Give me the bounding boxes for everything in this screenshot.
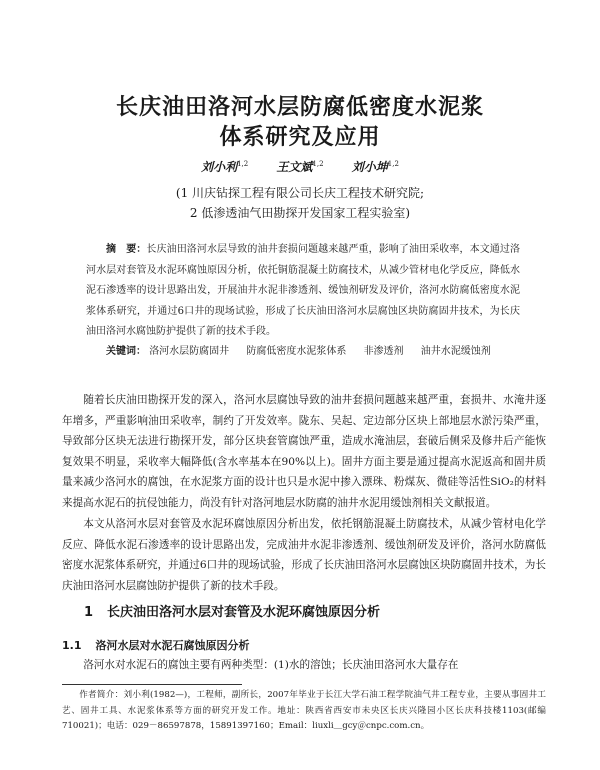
abstract-text: 长庆油田洛河水层导致的油井套损问题越来越严重，影响了油田采收率，本文通过洛河水层对套管及水泥环腐蚀原因分析，依托铜筋混凝土防腐技术，从减少管材电化学反应，降低水泥石渗透率的设计思路出发，开展油井水泥非渗透剂、缓蚀剂研发及评价，洛河水防腐低密度水泥浆体系研究，并通过6口井的现场试验，形成了长庆油田洛河水层腐蚀区块防腐固井技术，为长庆油田洛河水腐蚀防护提供了新的技术手段。 [86, 244, 521, 337]
paper-title-line1: 长庆油田洛河水层防腐低密度水泥浆 [115, 95, 484, 120]
section-heading-1 [84, 601, 380, 620]
subsection-title: 洛河水层对水泥石腐蚀原因分析 [95, 639, 250, 652]
body-paragraph-2: 本文从洛河水层对套管及水泥环腐蚀原因分析出发，依托钢筋混凝土防腐技术，从减少管材电化学反应、降低水泥石渗透率的设计思路出发，完成油井水泥非渗透剂、缓蚀剂研发及评价，洛河水防腐低密度水泥浆体系研究，并通过6口井的现场试验，形成了长庆油田洛河水层腐蚀区块防腐固井技术，为长庆油田洛河水层腐蚀防护提供了新的技术手段。 [62, 518, 546, 592]
affiliation-2: 2 低渗透油气田勘探开发国家工程实验室) [189, 206, 411, 220]
author-list [0, 158, 600, 175]
keyword: 油井水泥缓蚀剂 [420, 346, 491, 357]
abstract-label: 摘 要： [106, 244, 147, 255]
keywords-label: 关键词： [106, 346, 146, 357]
section-title: 长庆油田洛河水层对套管及水泥环腐蚀原因分析 [107, 605, 381, 620]
section-number: 1 [84, 605, 94, 620]
keyword: 非渗透剂 [363, 346, 404, 357]
author-2: 王文斌$^{1,2}$ [276, 160, 324, 174]
subsection-heading-1-1 [62, 637, 250, 653]
author-1: 刘小利$^{1,2}$ [201, 160, 249, 174]
body-paragraph-3: 洛河水对水泥石的腐蚀主要有两种类型：(1)水的溶蚀；长庆油田洛河水大量存在 [83, 659, 459, 671]
footnote-rule [62, 684, 242, 685]
keyword: 洛河水层防腐固井 [149, 346, 230, 357]
footnote-text: 刘小利(1982—)，工程师，副所长，2007年毕业于长江大学石油工程学院油气井工程专业，主要从事固井工艺、固井工具、水泥浆体系等方面的研究开发工作。地址：陕西省西安市未央区长庆兴隆园小区长庆科技楼1103(邮编710021)；电话：029－86597878，15891397160；Email：liuxli＿gcy＠cnpc.com.cn。 [62, 690, 546, 731]
keyword: 防腐低密度水泥浆体系 [246, 346, 347, 357]
paper-title-line2: 体系研究及应用 [219, 125, 381, 150]
affiliation-1: (1 川庆钻探工程有限公司长庆工程技术研究院; [175, 186, 425, 200]
keywords [86, 342, 520, 362]
author-footnote [62, 688, 546, 735]
abstract [86, 240, 520, 343]
author-3: 刘小坤$^{1,2}$ [351, 160, 399, 174]
body-paragraph-1: 随着长庆油田勘探开发的深入，洛河水层腐蚀导致的油井套损问题越来越严重，套损井、水淹井逐年增多，严重影响油田采收率，制约了开发效率。陇东、吴起、定边部分区块上部地层水淤污染严重，导致部分区块无法进行勘探开发，部分区块套管腐蚀严重，造成水淹油层，套破后侧采及修井后产能恢复效果不明显，采收率大幅降低(含水率基本在90%以上)。固井方面主要是通过提高水泥返高和固井质量来减少洛河水的腐蚀，在水泥浆方面的设计也只是水泥中掺入漂珠、粉煤灰、微硅等活性SiO₂的材料来提高水泥石的抗侵蚀能力，尚没有针对洛河地层水防腐的油井水泥用缓蚀剂相关文献报道。 [62, 394, 546, 509]
subsection-number: 1.1 [62, 639, 82, 652]
footnote-label: 作者简介： [79, 690, 124, 700]
